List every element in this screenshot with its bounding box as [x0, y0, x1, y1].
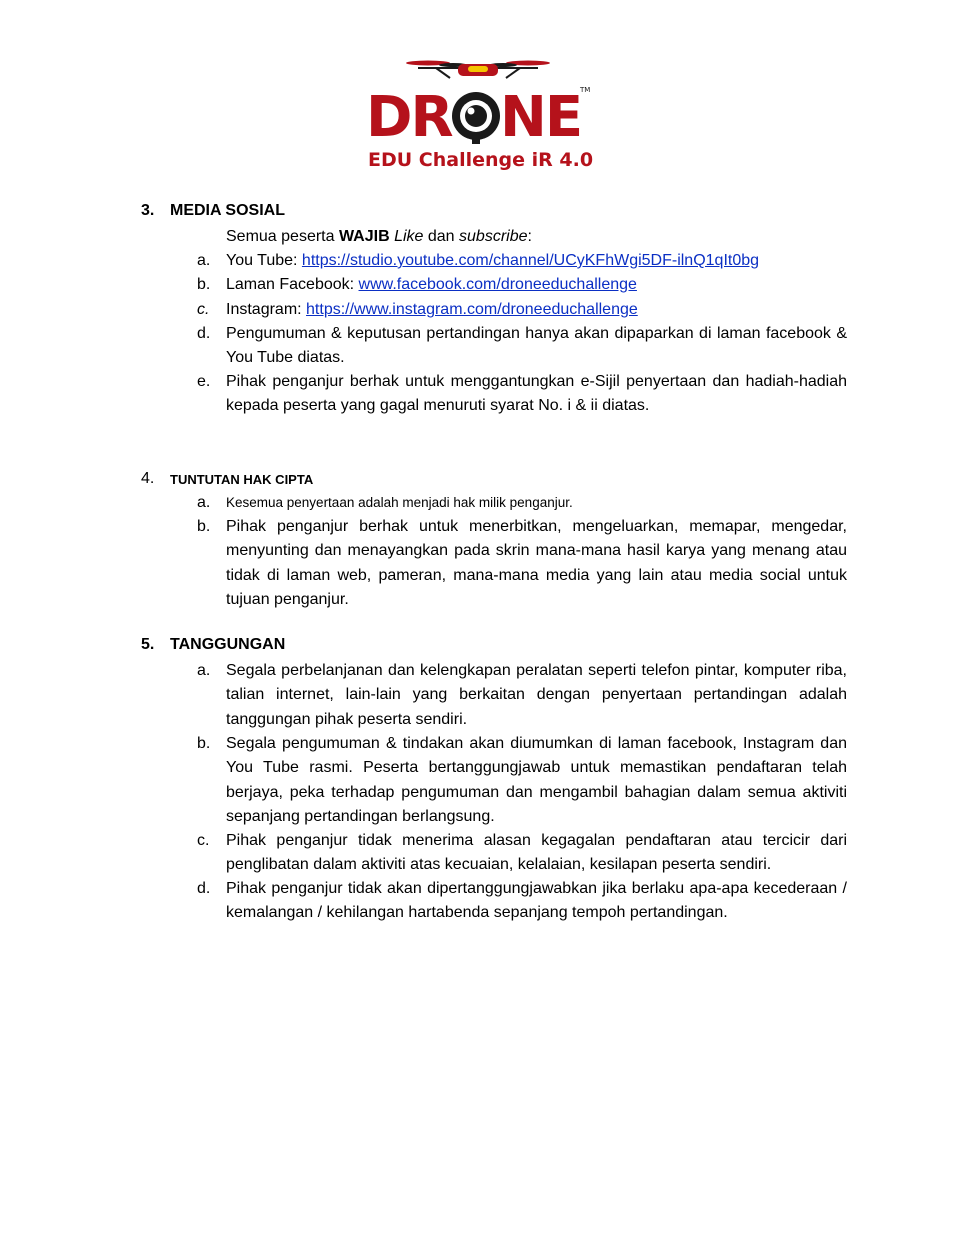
section-3-title: MEDIA SOSIAL	[170, 202, 285, 219]
instagram-link[interactable]: https://www.instagram.com/droneeduchallenge	[306, 301, 638, 318]
section-4-number: 4.	[141, 470, 155, 487]
drone-logo-graphic	[358, 52, 598, 180]
list-item: Pihak penganjur berhak untuk menggantungkan e-Sijil penyertaan dan hadiah-hadiah kepada peserta yang gagal menuruti syarat No. i & ii diatas.	[226, 373, 847, 415]
list-item: Pihak penganjur tidak akan dipertanggungjawabkan jika berlaku apa-apa kecederaan / kemalangan / kehilangan hartabenda sepanjang tempoh pertandingan.	[226, 880, 847, 922]
list-marker: b.	[197, 735, 211, 752]
youtube-item	[226, 249, 847, 273]
list-item: Kesemua penyertaan adalah menjadi hak milik penganjur.	[226, 495, 573, 510]
section-3-number: 3.	[141, 202, 155, 219]
youtube-label: You Tube:	[226, 252, 302, 269]
intro-mid2: dan	[423, 228, 460, 245]
list-marker: a.	[197, 662, 211, 679]
list-item: Segala perbelanjanan dan kelengkapan peralatan seperti telefon pintar, komputer riba, talian internet, lain-lain yang berkaitan dengan penyertaan pertandingan adalah tanggungan pihak peserta sendiri.	[226, 662, 847, 728]
list-marker: c.	[197, 301, 210, 318]
svg-text:DR: DR	[366, 85, 452, 150]
intro-bold: WAJIB	[338, 228, 390, 245]
list-item: Segala pengumuman & tindakan akan diumumkan di laman facebook, Instagram dan You Tube rasmi. Peserta bertanggungjawab untuk memastikan pendaftaran telah berjaya, peka terhadap pengumuman dan mengambil bahagian dalam semua aktiviti sepanjang pertandingan berlangsung.	[226, 735, 847, 825]
svg-text:NE: NE	[500, 85, 582, 150]
instagram-item	[226, 298, 847, 322]
drone-wordmark	[366, 85, 590, 150]
intro-prefix: Semua peserta	[226, 228, 339, 245]
facebook-item	[226, 273, 847, 297]
drone-edu-challenge-logo	[358, 52, 598, 180]
list-marker: e.	[197, 373, 211, 390]
svg-text:TM: TM	[580, 86, 591, 94]
intro-suffix: :	[527, 228, 532, 245]
list-item: Pengumuman & keputusan pertandingan hanya akan dipaparkan di laman facebook & You Tube diatas.	[226, 325, 847, 367]
list-item: Pihak penganjur tidak menerima alasan kegagalan pendaftaran atau tercicir dari penglibatan dalam aktiviti atas kecuaian, kelalaian, kesilapan peserta sendiri.	[226, 832, 847, 874]
intro-italic-like: Like	[394, 228, 424, 245]
list-marker: a.	[197, 252, 211, 269]
list-marker: d.	[197, 880, 211, 897]
section-4-title: TUNTUTAN HAK CIPTA	[170, 472, 314, 487]
drone-icon	[406, 61, 550, 79]
list-marker: c.	[197, 832, 210, 849]
facebook-link[interactable]: www.facebook.com/droneeduchallenge	[358, 276, 637, 293]
intro-italic-subscribe: subscribe	[459, 228, 528, 245]
section-5-title: TANGGUNGAN	[170, 636, 286, 653]
section-5-number: 5.	[141, 636, 155, 653]
list-marker: b.	[197, 518, 211, 535]
instagram-label: Instagram:	[226, 301, 307, 318]
logo-subtitle: EDU Challenge iR 4.0	[368, 149, 594, 171]
section-3-intro	[226, 225, 847, 249]
list-marker: b.	[197, 276, 211, 293]
youtube-link[interactable]: https://studio.youtube.com/channel/UCyKFhWgi5DF-ilnQ1qIt0bg	[301, 252, 760, 269]
facebook-label: Laman Facebook:	[226, 276, 359, 293]
list-item: Pihak penganjur berhak untuk menerbitkan, mengeluarkan, memapar, mengedar, menyunting dan menayangkan pada skrin mana-mana hasil karya yang menang atau tidak di laman web, pameran, mana-mana media yang lain atau media social untuk tujuan penganjur.	[226, 518, 847, 608]
list-marker: a.	[197, 494, 211, 511]
list-marker: d.	[197, 325, 211, 342]
